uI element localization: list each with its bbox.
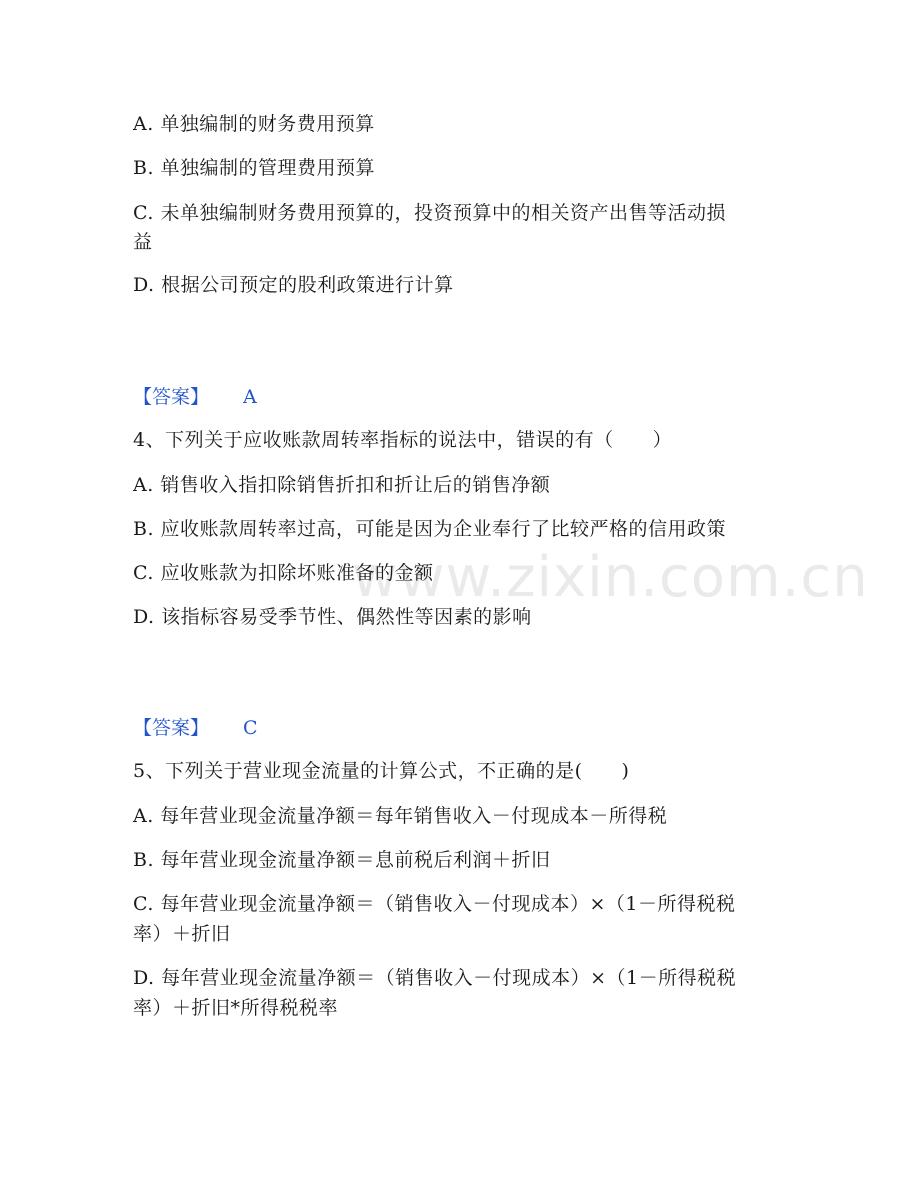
q3-option-c-line1: C. 未单独编制财务费用预算的，投资预算中的相关资产出售等活动损 — [133, 202, 726, 224]
q3-option-b: B. 单独编制的管理费用预算 — [133, 157, 376, 179]
q5-option-d-line2: 率）＋折旧*所得税税率 — [133, 997, 339, 1019]
q5-option-c-line2: 率）＋折旧 — [133, 923, 231, 945]
q3-option-d: D. 根据公司预定的股利政策进行计算 — [133, 274, 454, 296]
answer-value: C — [243, 717, 258, 739]
watermark-text: www.zixin.com.cn — [352, 545, 869, 610]
q3-option-c-line2: 益 — [133, 231, 153, 253]
q3-answer — [133, 384, 257, 410]
q4-stem: 4、下列关于应收账款周转率指标的说法中，错误的有（ ） — [133, 429, 673, 451]
q4-option-a: A. 销售收入指扣除销售折扣和折让后的销售净额 — [133, 474, 551, 496]
q3-option-a: A. 单独编制的财务费用预算 — [133, 113, 375, 135]
q4-answer — [133, 715, 258, 741]
q4-option-c: C. 应收账款为扣除坏账准备的金额 — [133, 562, 434, 584]
q5-option-b: B. 每年营业现金流量净额＝息前税后利润＋折旧 — [133, 849, 551, 871]
answer-label: 【答案】 — [133, 386, 210, 408]
q5-option-c-line1: C. 每年营业现金流量净额＝（销售收入－付现成本）×（1－所得税税 — [133, 893, 736, 915]
answer-label: 【答案】 — [133, 717, 210, 739]
q4-option-d: D. 该指标容易受季节性、偶然性等因素的影响 — [133, 606, 532, 628]
q5-option-d-line1: D. 每年营业现金流量净额＝（销售收入－付现成本）×（1－所得税税 — [133, 967, 737, 989]
answer-value: A — [243, 386, 257, 408]
q5-option-a: A. 每年营业现金流量净额＝每年销售收入－付现成本－所得税 — [133, 805, 668, 827]
q5-stem: 5、下列关于营业现金流量的计算公式，不正确的是( ) — [133, 760, 630, 782]
q4-option-b: B. 应收账款周转率过高，可能是因为企业奉行了比较严格的信用政策 — [133, 518, 727, 540]
